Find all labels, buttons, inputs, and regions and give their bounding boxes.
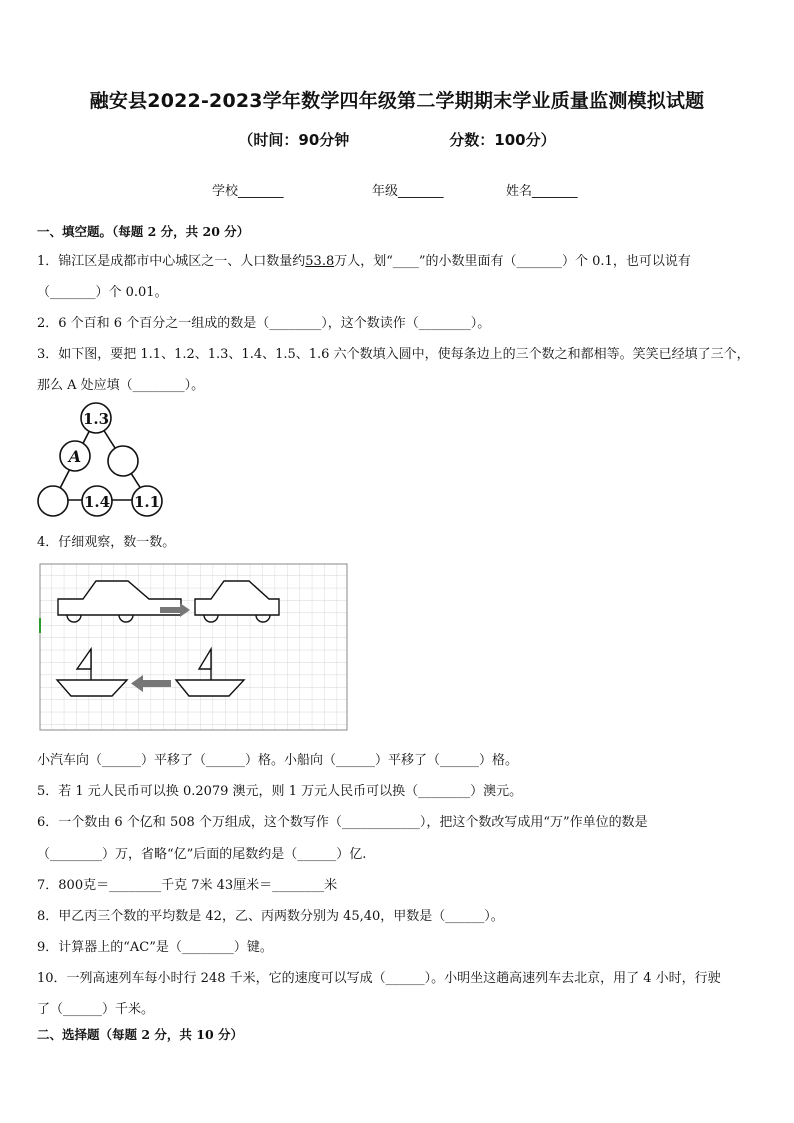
question-4-line-1: 4．仔细观察，数一数。 <box>37 535 176 550</box>
question-7: 7．800克＝________千克 7米 43厘米＝________米 <box>37 878 338 893</box>
circle-bottom-right-label: 1.1 <box>133 493 161 511</box>
triangle-circles-figure <box>36 400 166 520</box>
exam-time: （时间：90分钟 <box>238 131 350 149</box>
question-1-line-2: （_______）个 0.01。 <box>37 285 168 300</box>
question-10-line-2: 了（______）千米。 <box>37 1002 155 1017</box>
section-choice-title: 二、选择题（每题 2 分，共 10 分） <box>37 1027 244 1042</box>
exam-meta <box>0 129 794 150</box>
exam-score: 分数：100分） <box>449 131 556 149</box>
question-4-line-2: 小汽车向（______）平移了（______）格。小船向（______）平移了（______）格。 <box>37 753 519 768</box>
circle-bottom-mid-label: 1.4 <box>83 493 111 511</box>
question-6-line-1: 6．一个数由 6 个亿和 508 个万组成，这个数写作（____________），把这个数改写成用“万”作单位的数是 <box>37 815 648 830</box>
circle-top-label: 1.3 <box>82 410 110 428</box>
circle-right-empty <box>108 446 138 476</box>
section-fill-blank-title: 一、填空题。（每题 2 分，共 20 分） <box>37 224 250 239</box>
grade-field: 年级_______ <box>372 184 444 199</box>
question-2: 2．6 个百和 6 个百分之一组成的数是（________），这个数读作（________）。 <box>37 316 491 331</box>
circle-a-label: A <box>68 447 82 466</box>
school-field: 学校_______ <box>212 184 284 199</box>
question-1-line-1: 1．锦江区是成都市中心城区之一、人口数量约53.8万人，划“____”的小数里面有（_______）个 0.1，也可以说有 <box>37 254 691 269</box>
question-9: 9．计算器上的“AC”是（________）键。 <box>37 940 273 955</box>
question-5: 5．若 1 元人民币可以换 0.2079 澳元，则 1 万元人民币可以换（________）澳元。 <box>37 784 523 799</box>
name-field: 姓名_______ <box>506 184 578 199</box>
page-title: 融安县2022-2023学年数学四年级第二学期期末学业质量监测模拟试题 <box>89 90 705 112</box>
question-6-line-2: （________）万，省略“亿”后面的尾数约是（______）亿. <box>37 847 367 862</box>
question-8: 8．甲乙丙三个数的平均数是 42，乙、丙两数分别为 45,40，甲数是（______）。 <box>37 909 504 924</box>
circle-bottom-left-empty <box>38 486 68 516</box>
question-3-line-1: 3．如下图，要把 1.1、1.2、1.3、1.4、1.5、1.6 六个数填入圆中，使每条边上的三个数之和都相等。笑笑已经填了三个， <box>37 347 750 362</box>
question-3-line-2: 那么 A 处应填（________）。 <box>37 378 205 393</box>
question-10-line-1: 10．一列高速列车每小时行 248 千米，它的速度可以写成（______）。小明坐这趟高速列车去北京，用了 4 小时，行驶 <box>37 971 721 986</box>
translation-grid-figure <box>39 563 349 733</box>
